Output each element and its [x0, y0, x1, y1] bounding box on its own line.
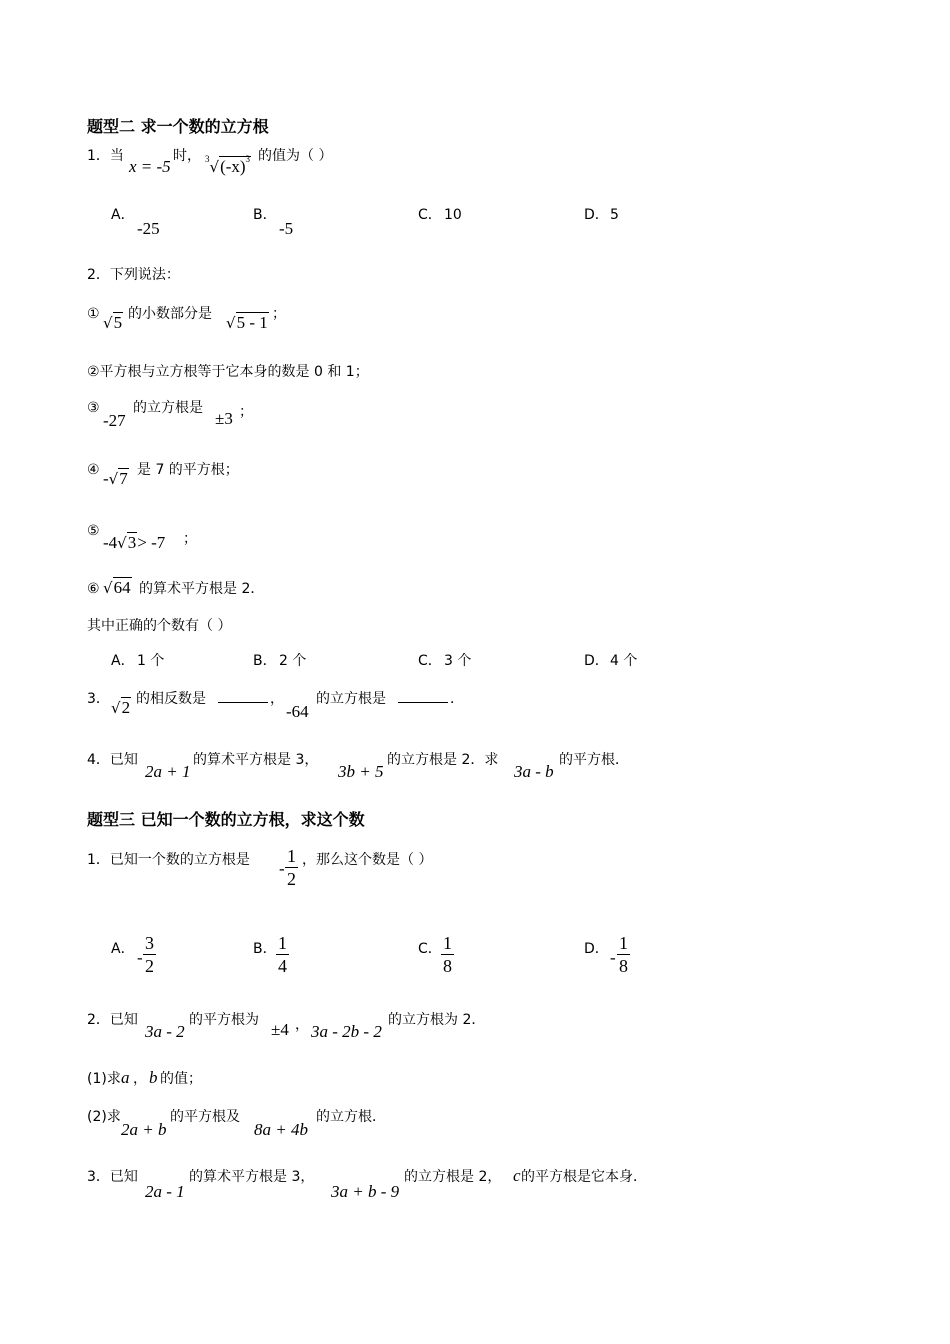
sub-question: (1)求 [87, 1071, 121, 1087]
option-b-label: B． [253, 941, 277, 957]
option-c-label: C． [418, 653, 442, 669]
statement-number: ④ [87, 462, 100, 478]
question-text: 2．已知 [87, 1012, 138, 1028]
question-text: 的立方根是 2．求 [387, 752, 499, 768]
math-expression: 3b + 5 [338, 762, 384, 781]
statement-number: ③ [87, 400, 100, 416]
statement-text: 的立方根是 [133, 400, 203, 416]
question-text: 的立方根是 2， [404, 1169, 502, 1185]
question-text: 3．已知 [87, 1169, 138, 1185]
option-c-label: C． [418, 941, 442, 957]
statement-number: ⑤ [87, 523, 100, 539]
option-c-value: 10 [444, 207, 462, 223]
math-expression: √5 [103, 313, 123, 332]
question-text: 的平方根． [559, 752, 629, 768]
question-text: 的平方根是它本身． [521, 1169, 647, 1185]
cube-root-expression: $^3√(-x)^3$ [205, 154, 251, 176]
option-c-value: 3 个 [444, 653, 472, 669]
math-variable: a [121, 1068, 130, 1087]
option-a-value: 1 个 [137, 653, 165, 669]
statement-text: ； [272, 306, 286, 322]
option-a-fraction: $\frac{3}{2}$ [145, 933, 154, 976]
option-b-value: 2 个 [279, 653, 307, 669]
answer-blank[interactable] [398, 690, 448, 708]
math-expression: 2a + 1 [145, 762, 191, 781]
math-expression: √64 [103, 578, 131, 597]
math-expression: 3a + b - 9 [331, 1182, 400, 1201]
math-expression: 3a - b [514, 762, 554, 781]
option-b-label: B． [253, 207, 277, 223]
math-expression: 3a - 2b - 2 [311, 1022, 382, 1041]
math-expression: 2a - 1 [145, 1182, 185, 1201]
math-variable: c [513, 1166, 521, 1185]
question-text: 的值为（ ） [258, 148, 333, 164]
question-text: 4．已知 [87, 752, 138, 768]
math-expression: 2a + b [121, 1120, 167, 1139]
sub-question: (2)求 [87, 1109, 121, 1125]
math-expression: √5 - 1 [226, 313, 268, 332]
math-expression: x = -5 [129, 157, 171, 176]
math-expression: 8a + 4b [254, 1120, 308, 1139]
question-text: ． [450, 691, 464, 707]
section-title: 题型三 已知一个数的立方根，求这个数 [87, 810, 365, 829]
sub-question: 的平方根及 [170, 1109, 240, 1125]
question-text: 1．已知一个数的立方根是 [87, 852, 250, 868]
option-d-label: D． [584, 653, 609, 669]
option-d-value: 5 [610, 207, 619, 223]
math-expression: ±4 [271, 1020, 289, 1039]
option-a-label: A． [111, 207, 135, 223]
option-a-value: -25 [137, 219, 160, 238]
statement-number: ⑥ [87, 581, 100, 597]
question-text: ，那么这个数是（ ） [302, 852, 433, 868]
math-expression: -27 [103, 411, 126, 430]
option-d-fraction: $\frac{1}{8}$ [619, 933, 628, 976]
sub-question: 的值； [160, 1071, 202, 1087]
question-text: 的算术平方根是 3， [193, 752, 319, 768]
statement-text: 的算术平方根是 2． [139, 581, 265, 597]
fraction: $\frac{1}{2}$ [287, 846, 296, 889]
question-text: 的立方根为 2． [388, 1012, 486, 1028]
statement-text: ； [239, 404, 253, 420]
sub-question: 的立方根． [316, 1109, 386, 1125]
option-a-label: A． [111, 941, 135, 957]
question-text: 其中正确的个数有（ ） [87, 618, 232, 634]
statement-text: ； [183, 531, 197, 547]
section-title: 题型二 求一个数的立方根 [87, 117, 269, 136]
statement-number: ① [87, 306, 100, 322]
math-variable: b [149, 1068, 158, 1087]
statement-text: ②平方根与立方根等于它本身的数是 0 和 1； [87, 364, 369, 380]
option-a-label: A． [111, 653, 135, 669]
option-b-fraction: $\frac{1}{4}$ [278, 933, 287, 976]
answer-blank[interactable] [218, 690, 268, 708]
statement-text: 的小数部分是 [128, 306, 212, 322]
question-text: 2．下列说法： [87, 267, 180, 283]
statement-text: 是 7 的平方根； [137, 462, 239, 478]
sub-question: ， [133, 1071, 147, 1087]
question-text: 3． [87, 691, 110, 707]
question-text: 的算术平方根是 3， [189, 1169, 315, 1185]
math-expression: ±3 [215, 409, 233, 428]
question-text: ， [295, 1017, 309, 1033]
math-expression: -4√3> -7 [103, 533, 166, 552]
question-text: 的相反数是 [136, 691, 206, 707]
option-d-value: 4 个 [610, 653, 638, 669]
option-b-label: B． [253, 653, 277, 669]
question-text: 的平方根为 [189, 1012, 259, 1028]
option-b-value: -5 [279, 219, 294, 238]
option-c-fraction: $\frac{1}{8}$ [443, 933, 452, 976]
question-text: ， [270, 691, 284, 707]
question-text: 时， [173, 148, 201, 164]
math-sign: - [279, 859, 285, 878]
option-d-label: D． [584, 941, 609, 957]
math-expression: -64 [286, 702, 309, 721]
option-d-label: D． [584, 207, 609, 223]
question-text: 1．当 [87, 148, 124, 164]
math-expression: -√7 [103, 469, 128, 488]
option-c-label: C． [418, 207, 442, 223]
math-expression: √2 [111, 698, 131, 717]
question-text: 的立方根是 [316, 691, 386, 707]
math-expression: 3a - 2 [145, 1022, 185, 1041]
math-sign: - [610, 948, 616, 967]
math-sign: - [137, 948, 143, 967]
